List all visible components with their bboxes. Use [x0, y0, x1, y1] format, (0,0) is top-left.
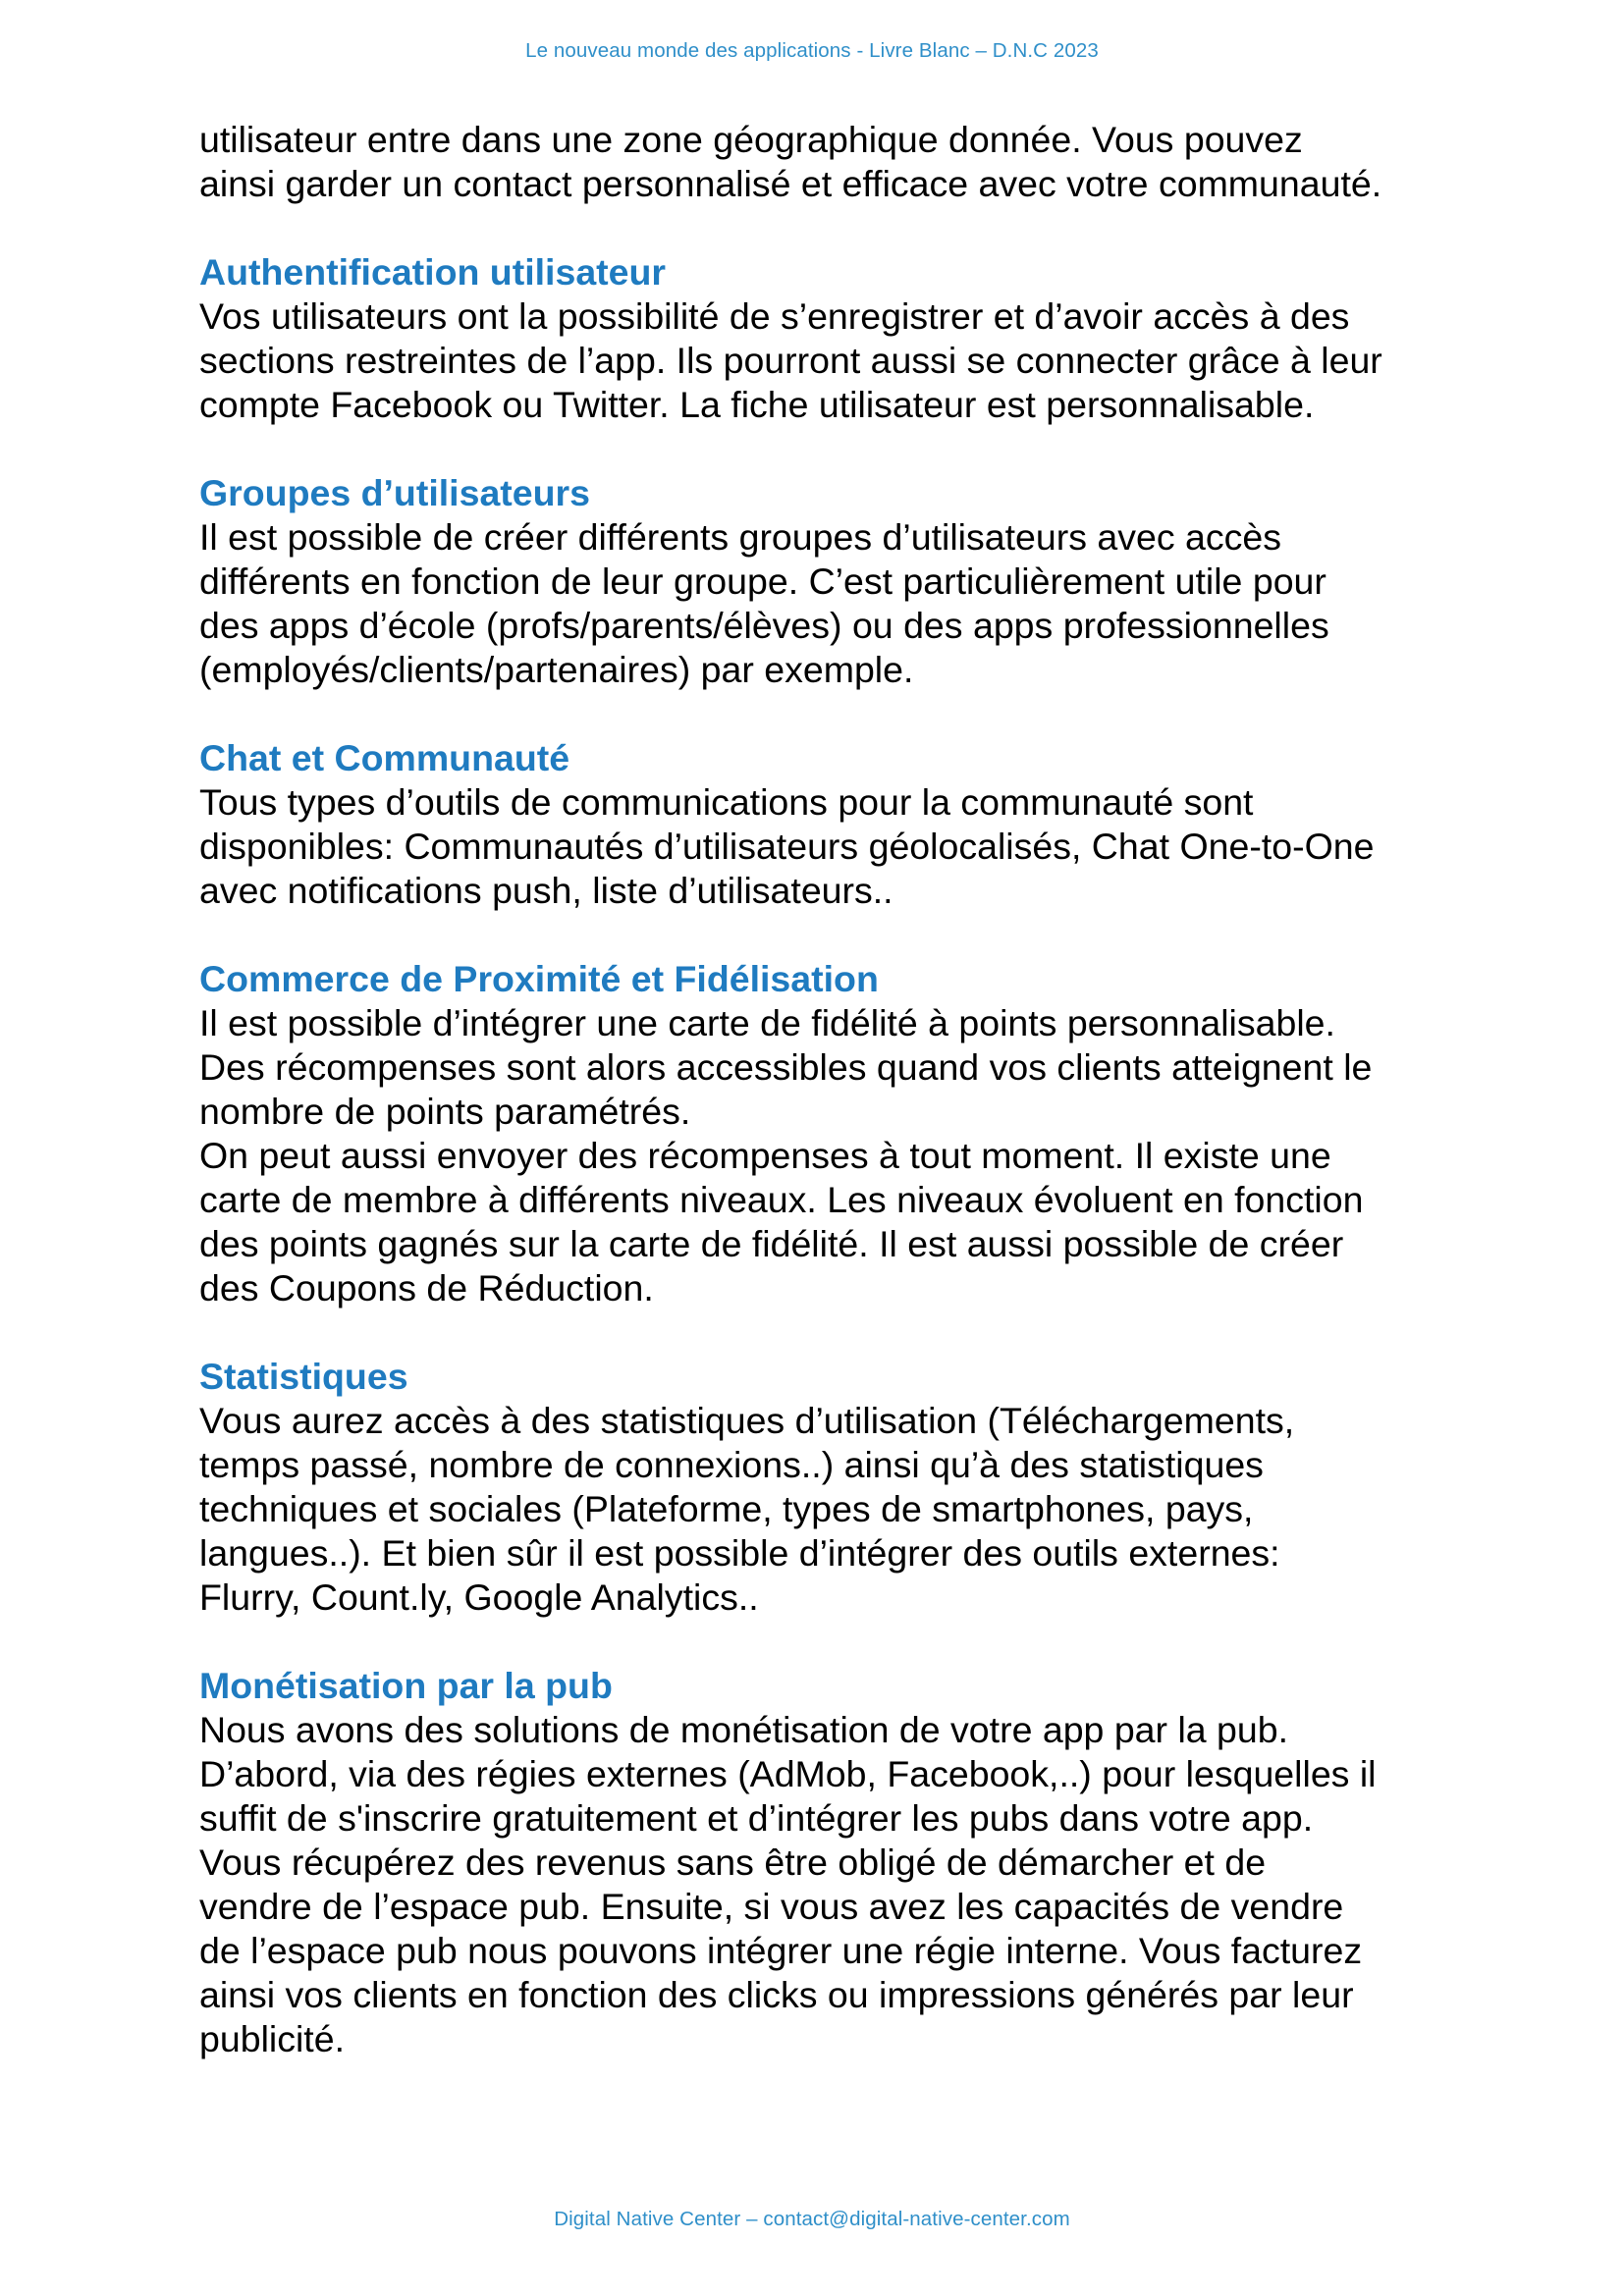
text-line: avec notifications push, liste d’utilisateurs..	[199, 870, 893, 911]
text-line: ainsi garder un contact personnalisé et efficace avec votre communauté.	[199, 163, 1382, 204]
text-line: Des récompenses sont alors accessibles quand vos clients atteignent le	[199, 1046, 1373, 1088]
text-line: D’abord, via des régies externes (AdMob, Facebook,..) pour lesquelles il	[199, 1753, 1377, 1794]
text-line: de l’espace pub nous pouvons intégrer une régie interne. Vous facturez	[199, 1930, 1363, 1971]
section-heading: Authentification utilisateur	[199, 251, 667, 293]
section-heading: Chat et Communauté	[199, 737, 570, 778]
page-footer: Digital Native Center – contact@digital-native-center.com	[554, 2208, 1070, 2230]
intro-paragraph	[199, 118, 1466, 206]
text-line: Il est possible d’intégrer une carte de fidélité à points personnalisable.	[199, 1002, 1335, 1043]
text-line: Nous avons des solutions de monétisation de votre app par la pub.	[199, 1709, 1289, 1750]
text-line: des apps d’école (profs/parents/élèves) ou des apps professionnelles	[199, 605, 1329, 646]
section-authentification	[199, 250, 1466, 427]
section-heading: Monétisation par la pub	[199, 1665, 613, 1706]
text-line: carte de membre à différents niveaux. Les niveaux évoluent en fonction	[199, 1179, 1364, 1220]
text-line: Il est possible de créer différents groupes d’utilisateurs avec accès	[199, 516, 1281, 558]
text-line: ainsi vos clients en fonction des clicks ou impressions générés par leur	[199, 1974, 1354, 2015]
text-line: compte Facebook ou Twitter. La fiche utilisateur est personnalisable.	[199, 384, 1315, 425]
text-line: Vous récupérez des revenus sans être obligé de démarcher et de	[199, 1842, 1267, 1883]
section-commerce	[199, 957, 1466, 1310]
text-line: temps passé, nombre de connexions..) ainsi qu’à des statistiques	[199, 1444, 1264, 1485]
section-monetisation	[199, 1664, 1466, 2061]
text-line: Flurry, Count.ly, Google Analytics..	[199, 1576, 759, 1618]
text-line: nombre de points paramétrés.	[199, 1091, 691, 1132]
text-line: des points gagnés sur la carte de fidélité. Il est aussi possible de créer	[199, 1223, 1344, 1264]
section-chat	[199, 736, 1466, 913]
section-heading: Groupes d’utilisateurs	[199, 472, 590, 513]
text-line: disponibles: Communautés d’utilisateurs géolocalisés, Chat One-to-One	[199, 826, 1375, 867]
text-line: (employés/clients/partenaires) par exemple.	[199, 649, 914, 690]
text-line: différents en fonction de leur groupe. C’est particulièrement utile pour	[199, 561, 1326, 602]
text-line: techniques et sociales (Plateforme, types de smartphones, pays,	[199, 1488, 1254, 1529]
text-line: vendre de l’espace pub. Ensuite, si vous avez les capacités de vendre	[199, 1886, 1344, 1927]
text-line: sections restreintes de l’app. Ils pourront aussi se connecter grâce à leur	[199, 340, 1382, 381]
text-line: langues..). Et bien sûr il est possible d’intégrer des outils externes:	[199, 1532, 1280, 1574]
text-line: Vous aurez accès à des statistiques d’utilisation (Téléchargements,	[199, 1400, 1295, 1441]
text-line: des Coupons de Réduction.	[199, 1267, 654, 1308]
section-heading: Statistiques	[199, 1356, 408, 1397]
page-header: Le nouveau monde des applications - Livre Blanc – D.N.C 2023	[525, 39, 1099, 62]
text-line: On peut aussi envoyer des récompenses à tout moment. Il existe une	[199, 1135, 1331, 1176]
section-groupes	[199, 471, 1466, 692]
text-line: Vos utilisateurs ont la possibilité de s’enregistrer et d’avoir accès à des	[199, 295, 1350, 337]
document-body	[199, 118, 1466, 2061]
text-line: suffit de s'inscrire gratuitement et d’intégrer les pubs dans votre app.	[199, 1797, 1314, 1839]
section-heading: Commerce de Proximité et Fidélisation	[199, 958, 879, 999]
text-line: Tous types d’outils de communications pour la communauté sont	[199, 781, 1254, 823]
section-statistiques	[199, 1355, 1466, 1620]
text-line: utilisateur entre dans une zone géographique donnée. Vous pouvez	[199, 119, 1303, 160]
text-line: publicité.	[199, 2018, 346, 2059]
